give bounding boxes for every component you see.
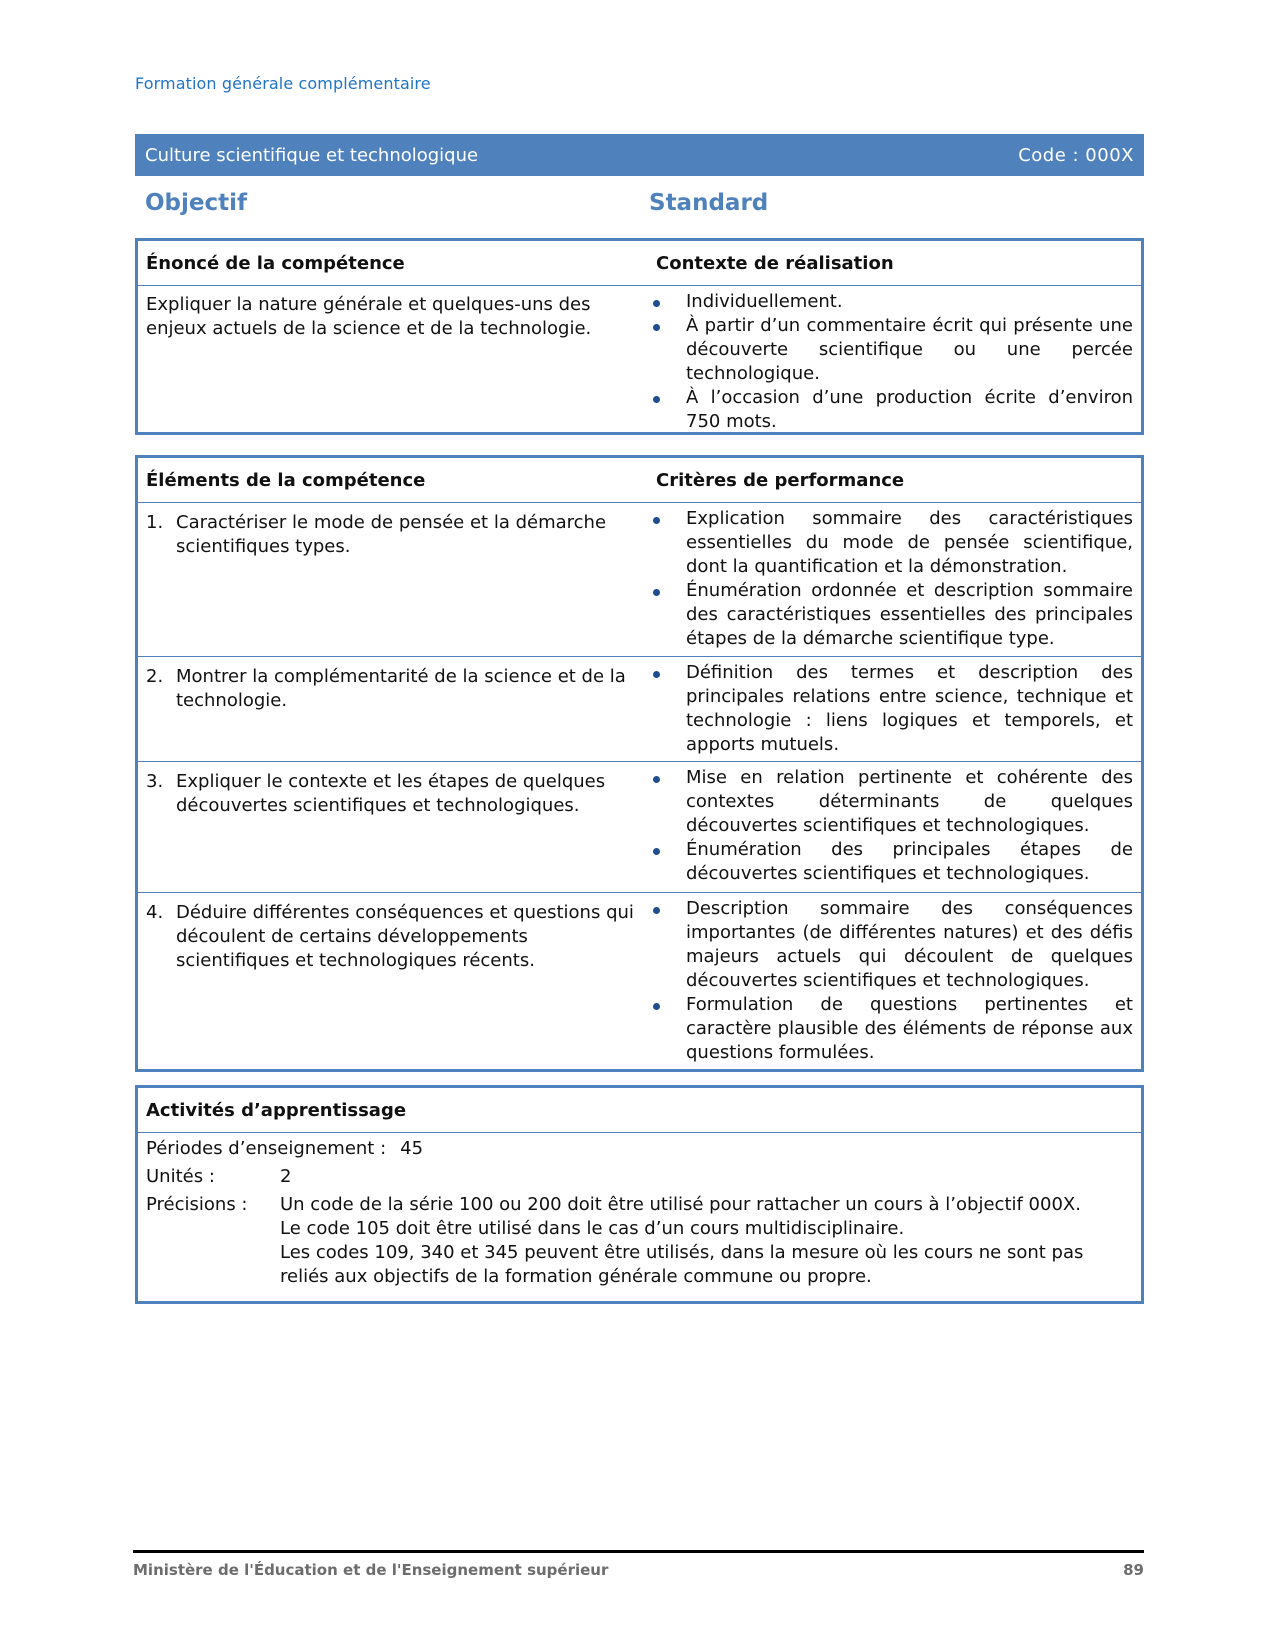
- activites-header-row: [138, 1088, 1141, 1133]
- element-text: Déduire différentes conséquences et questions qui découlent de certains développements scientifiques et technologiques récents.: [176, 902, 634, 971]
- unites-line: [146, 1165, 1133, 1189]
- elements-header: Éléments de la compétence: [146, 469, 426, 491]
- precisions-line: [146, 1193, 1133, 1289]
- element-number: 2.: [146, 666, 164, 687]
- element-number: 4.: [146, 902, 164, 923]
- enonce-row: [138, 286, 1141, 432]
- criteria-cell: [642, 893, 1141, 1069]
- bullet-icon: [642, 838, 686, 886]
- contexte-list: [642, 290, 1133, 434]
- precisions-values: [280, 1193, 1133, 1289]
- list-item: Mise en relation pertinente et cohérente des contextes déterminants de quelques découvertes scientifiques et technologiques.: [642, 766, 1133, 838]
- criteres-header: Critères de performance: [656, 469, 905, 491]
- criteria-cell: [642, 657, 1141, 761]
- list-item: Énumération des principales étapes de découvertes scientifiques et technologiques.: [642, 838, 1133, 886]
- precision-item: Les codes 109, 340 et 345 peuvent être utilisés, dans la mesure où les cours ne sont pas reliés aux objectifs de la formation générale commune ou propre.: [280, 1242, 1084, 1287]
- criteria-cell: [642, 762, 1141, 892]
- criteria-cell: [642, 503, 1141, 656]
- element-cell: [138, 893, 642, 1069]
- list-item: Énumération ordonnée et description sommaire des caractéristiques essentielles des principales étapes de la démarche scientifique type.: [642, 579, 1133, 651]
- objectif-heading: Objectif: [145, 190, 248, 216]
- bullet-icon: [642, 766, 686, 838]
- standard-heading: Standard: [649, 190, 769, 216]
- periodes-label: Périodes d’enseignement :: [146, 1138, 387, 1159]
- list-item: Définition des termes et description des principales relations entre science, technique et technologie : liens logiques et temporels, et apports mutuels.: [642, 661, 1133, 757]
- element-text: Montrer la complémentarité de la science et de la technologie.: [176, 666, 626, 711]
- precision-item: Le code 105 doit être utilisé dans le cas d’un cours multidisciplinaire.: [280, 1218, 905, 1239]
- element-text: Caractériser le mode de pensée et la démarche scientifiques types.: [176, 512, 607, 557]
- bullet-icon: [642, 661, 686, 757]
- list-item: Explication sommaire des caractéristiques essentielles du mode de pensée scientifique, dont la quantification et la démonstration.: [642, 507, 1133, 579]
- periodes-line: [146, 1137, 1133, 1161]
- activites-table: [135, 1085, 1144, 1304]
- running-head: Formation générale complémentaire: [135, 74, 431, 93]
- course-title: Culture scientifique et technologique: [145, 144, 479, 166]
- page-number: 89: [1123, 1561, 1144, 1579]
- element-text: Expliquer le contexte et les étapes de quelques découvertes scientifiques et technologiques.: [176, 771, 606, 816]
- list-item: Description sommaire des conséquences importantes (de différentes natures) et des défis majeurs actuels qui découlent de quelques découvertes scientifiques et technologiques.: [642, 897, 1133, 993]
- enonce-table-header: [138, 241, 1141, 286]
- enonce-text: Expliquer la nature générale et quelques-uns des enjeux actuels de la science et de la technologie.: [146, 294, 592, 339]
- bullet-icon: [642, 386, 686, 434]
- contexte-cell: [642, 286, 1141, 432]
- elements-table-header: [138, 458, 1141, 503]
- bullet-icon: [642, 579, 686, 651]
- element-cell: [138, 762, 642, 892]
- precisions-label: Précisions :: [146, 1194, 248, 1215]
- bullet-icon: [642, 993, 686, 1065]
- contexte-header: Contexte de réalisation: [656, 252, 894, 274]
- section-headings: [135, 190, 1144, 224]
- precision-item: Un code de la série 100 ou 200 doit être utilisé pour rattacher un cours à l’objectif 000X.: [280, 1194, 1081, 1215]
- element-number: 1.: [146, 512, 164, 533]
- unites-label: Unités :: [146, 1166, 215, 1187]
- list-item: Formulation de questions pertinentes et caractère plausible des éléments de réponse aux questions formulées.: [642, 993, 1133, 1065]
- activites-header: Activités d’apprentissage: [146, 1099, 407, 1121]
- element-cell: [138, 503, 642, 656]
- enonce-header: Énoncé de la compétence: [146, 252, 405, 274]
- list-item: À partir d’un commentaire écrit qui présente une découverte scientifique ou une percée technologique.: [642, 314, 1133, 386]
- table-row: [138, 893, 1141, 1069]
- list-item: Individuellement.: [642, 290, 1133, 314]
- element-number: 3.: [146, 771, 164, 792]
- course-title-bar: [135, 134, 1144, 176]
- footer-publisher: Ministère de l'Éducation et de l'Enseignement supérieur: [133, 1561, 609, 1579]
- element-cell: [138, 657, 642, 761]
- periodes-value: 45: [400, 1138, 424, 1159]
- table-row: [138, 657, 1141, 762]
- unites-value: 2: [280, 1166, 292, 1187]
- course-code: Code : 000X: [1018, 144, 1134, 166]
- activites-body: [138, 1133, 1141, 1301]
- enonce-table: [135, 238, 1144, 435]
- bullet-icon: [642, 507, 686, 579]
- bullet-icon: [642, 314, 686, 386]
- elements-table: [135, 455, 1144, 1072]
- footer-divider: [133, 1550, 1144, 1553]
- bullet-icon: [642, 897, 686, 993]
- list-item: À l’occasion d’une production écrite d’environ 750 mots.: [642, 386, 1133, 434]
- table-row: [138, 503, 1141, 657]
- table-row: [138, 762, 1141, 893]
- bullet-icon: [642, 290, 686, 314]
